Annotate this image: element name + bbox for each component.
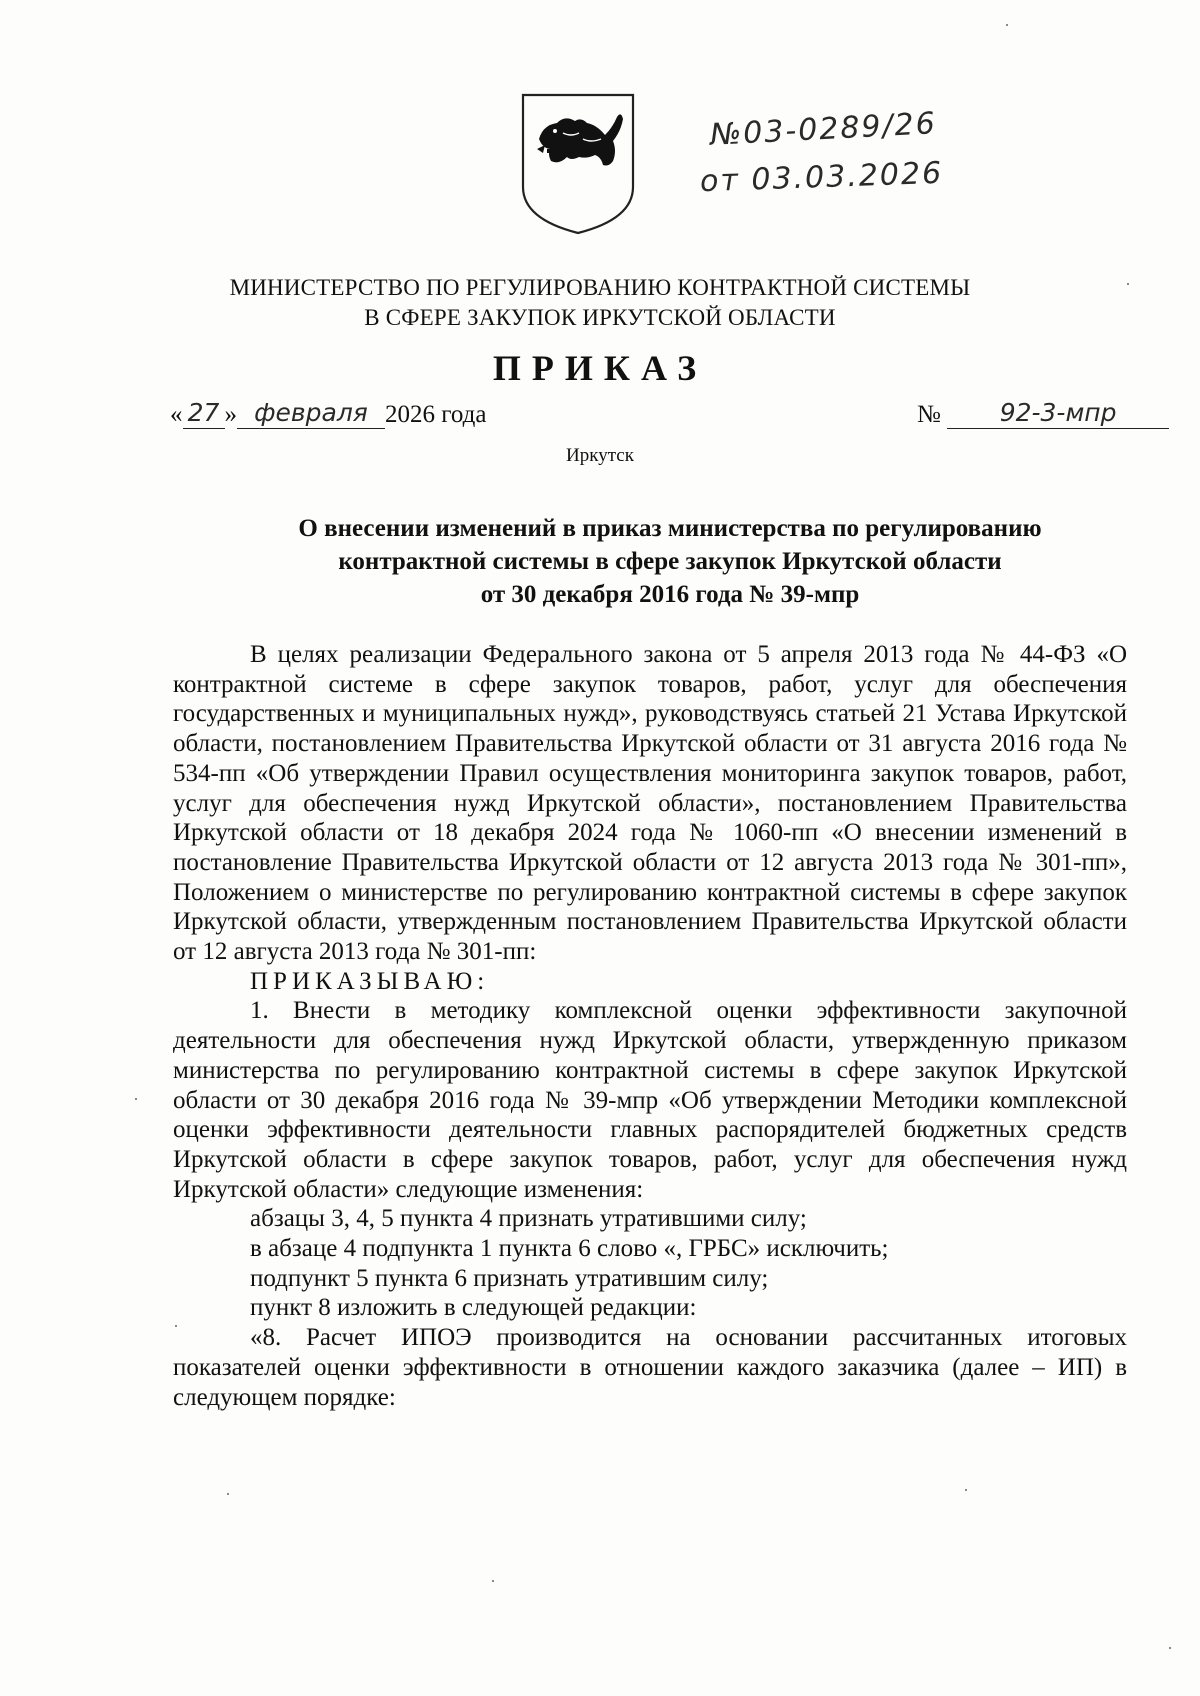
number-value: 92-3-мпр (999, 398, 1117, 427)
order-number (917, 398, 1169, 429)
ministry-header (160, 273, 1040, 333)
order-subject (220, 512, 1120, 611)
ministry-line-2: В СФЕРЕ ЗАКУПОК ИРКУТСКОЙ ОБЛАСТИ (364, 305, 836, 330)
subject-line-2: контрактной системы в сфере закупок Иркутской области (338, 548, 1002, 575)
date-day-field (183, 398, 225, 429)
change-item: подпункт 5 пункта 6 признать утратившим силу; (250, 1264, 769, 1292)
date-year: 2026 года (385, 401, 487, 428)
order-body (173, 640, 1127, 1412)
ministry-line-1: МИНИСТЕРСТВО ПО РЕГУЛИРОВАНИЮ КОНТРАКТНОЙ СИСТЕМЫ (229, 275, 971, 300)
change-item: абзацы 3, 4, 5 пункта 4 признать утратившими силу; (250, 1205, 807, 1233)
subject-line-1: О внесении изменений в приказ министерства по регулированию (298, 515, 1042, 542)
number-field (947, 398, 1169, 429)
change-item: пункт 8 изложить в следующей редакции: (250, 1294, 697, 1322)
date-close-quote: » (224, 401, 237, 428)
registration-date: от 03.03.2026 (699, 155, 944, 200)
subject-line-3: от 30 декабря 2016 года № 39-мпр (480, 581, 860, 608)
city: Иркутск (566, 445, 634, 466)
date-month: февраля (254, 398, 368, 427)
clause-1-paragraph: 1. Внести в методику комплексной оценки эффективности закупочной деятельности для обеспечения нужд Иркутской области, утвержденную приказом министерства по регулированию контрактной системы в сфере закупок Иркутской области от 30 декабря 2016 года № 39-мпр «Об утверждении Методики комплексной оценки эффективности деятельности главных распорядителей бюджетных средств Иркутской области в сфере закупок товаров, работ, услуг для обеспечения нужд Иркутской области» следующие изменения: (173, 997, 1127, 1203)
number-label: № (917, 401, 941, 428)
coat-of-arms-icon (517, 91, 639, 237)
change-item: в абзаце 4 подпункта 1 пункта 6 слово «, ГРБС» исключить; (250, 1235, 889, 1263)
date-open-quote: « (170, 401, 183, 428)
clause-8-paragraph: «8. Расчет ИПОЭ производится на основании рассчитанных итоговых показателей оценки эффективности в отношении каждого заказчика (далее – ИП) в следующем порядке: (173, 1324, 1127, 1411)
registration-number: №03-0289/26 (709, 106, 938, 153)
order-date (170, 398, 486, 429)
date-month-field (237, 398, 385, 429)
preamble-paragraph: В целях реализации Федерального закона от 5 апреля 2013 года № 44-ФЗ «О контрактной системе в сфере закупок товаров, работ, услуг для обеспечения государственных и муниципальных нужд», руководствуясь статьей 21 Устава Иркутской области, постановлением Правительства Иркутской области от 31 августа 2016 года № 534-пп «Об утверждении Правил осуществления мониторинга закупок товаров, работ, услуг для обеспечения нужд Иркутской области», постановлением Правительства Иркутской области от 18 декабря 2024 года № 1060-пп «О внесении изменений в постановление Правительства Иркутской области от 12 августа 2013 года № 301-пп», Положением о министерстве по регулированию контрактной системы в сфере закупок Иркутской области, утвержденным постановлением Правительства Иркутской области от 12 августа 2013 года № 301-пп: (173, 641, 1127, 966)
date-day: 27 (187, 398, 220, 427)
order-title: ПРИКАЗ (492, 348, 708, 388)
order-word: ПРИКАЗЫВАЮ: (250, 967, 490, 995)
